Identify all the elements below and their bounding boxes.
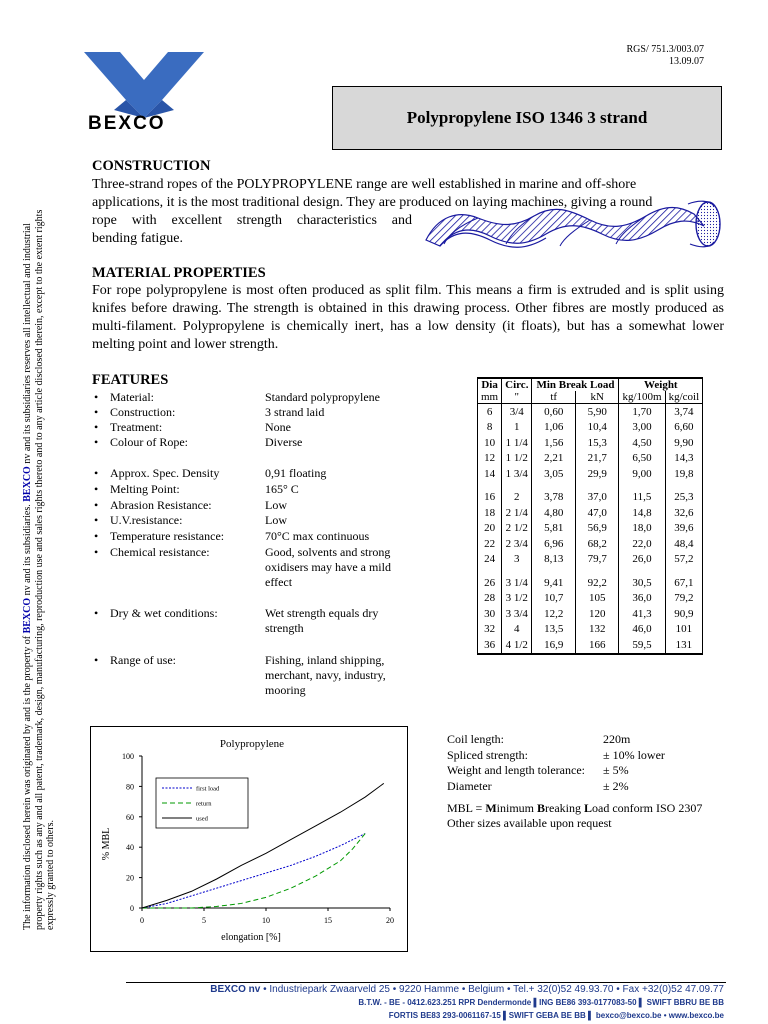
feature-label: Construction: [110, 405, 176, 419]
feature-label: Approx. Spec. Density [110, 466, 220, 480]
table-cell: 10 [478, 435, 502, 451]
table-cell: 6 [478, 404, 502, 420]
table-cell: 2,21 [532, 451, 576, 467]
footer-address-line [210, 983, 724, 996]
feature-label: Material: [110, 390, 154, 404]
table-cell: 3,00 [619, 420, 665, 436]
table-row [478, 606, 703, 622]
side-legal-note [22, 200, 70, 930]
y-tick-label: 100 [122, 752, 134, 761]
table-cell: 18 [478, 505, 502, 521]
table-cell: 10,7 [532, 591, 576, 607]
table-cell: 6,50 [619, 451, 665, 467]
table-cell: 30 [478, 606, 502, 622]
y-tick-label: 40 [126, 843, 134, 853]
table-cell: 57,2 [665, 552, 703, 568]
table-cell: 13,5 [532, 622, 576, 638]
x-tick-label: 15 [324, 916, 332, 925]
footer [210, 983, 724, 1022]
mbl-inimum: inimum [496, 801, 537, 815]
side-note-part1: The information disclosed herein was originated by and is the property of [22, 633, 33, 930]
x-tick-label: 0 [140, 916, 144, 925]
table-cell: 3 [502, 552, 532, 568]
table-cell: 32 [478, 622, 502, 638]
table-row [478, 591, 703, 607]
bullet: • [94, 498, 99, 512]
table-cell: 41,3 [619, 606, 665, 622]
legend-label: first load [196, 785, 220, 793]
table-cell: 5,81 [532, 521, 576, 537]
bullet: • [94, 513, 99, 527]
table-row [478, 420, 703, 436]
table-cell: 8 [478, 420, 502, 436]
header-weight: Weight [619, 378, 703, 391]
table-cell: 30,5 [619, 575, 665, 591]
bullet: • [94, 606, 99, 620]
logo-text: BEXCO [88, 113, 166, 134]
other-sizes-note: Other sizes available upon request [447, 816, 612, 830]
unit-kg-coil: kg/coil [665, 391, 703, 404]
y-tick-label: 80 [126, 782, 134, 792]
table-cell: 1,70 [619, 404, 665, 420]
table-cell: 3 3/4 [502, 606, 532, 622]
load-elongation-chart [90, 726, 408, 952]
table-spacer [478, 567, 703, 575]
feature-label: Treatment: [110, 420, 163, 434]
info-key: Weight and length tolerance: [447, 763, 585, 777]
table-cell: 4 [502, 622, 532, 638]
table-cell: 18,0 [619, 521, 665, 537]
table-row [478, 552, 703, 568]
table-cell: 4,50 [619, 435, 665, 451]
table-cell: 120 [575, 606, 619, 622]
info-value: ± 10% lower [603, 747, 665, 762]
x-tick-label: 5 [202, 916, 206, 925]
feature-value: None [265, 420, 291, 434]
table-cell: 36 [478, 637, 502, 654]
table-cell: 16,9 [532, 637, 576, 654]
info-value: ± 2% [603, 778, 629, 793]
table-cell: 67,1 [665, 575, 703, 591]
table-cell: 1 3/4 [502, 466, 532, 482]
table-cell: 25,3 [665, 490, 703, 506]
unit-mm: mm [478, 391, 502, 404]
x-tick-label: 20 [386, 916, 394, 925]
material-properties-text: For rope polypropylene is most often produced as split film. This means a firm is extruded and is split using knifes before drawing. The strength is obtained in this drawing process. Other fibres are mostly produced as multi-filament. Polypropylene is chemically inert, has a low density (it floats), but has a somewhat lower melting point and lower strength. [92, 283, 724, 352]
y-tick-label: 60 [126, 812, 134, 822]
feature-value: 3 strand laid [265, 405, 325, 419]
mbl-rest: oad conform ISO 2307 [592, 801, 703, 815]
info-key: Diameter [447, 778, 492, 793]
table-cell: 26,0 [619, 552, 665, 568]
table-cell: 5,90 [575, 404, 619, 420]
x-tick-label: 10 [262, 916, 270, 925]
bullet: • [94, 420, 99, 434]
construction-line-4: bending fatigue. [92, 231, 183, 246]
mbl-b: B [537, 801, 546, 815]
table-cell: 68,2 [575, 536, 619, 552]
feature-value: Diverse [265, 435, 303, 449]
table-cell: 22 [478, 536, 502, 552]
bullet: • [94, 390, 99, 404]
unit-kg-100m: kg/100m [619, 391, 665, 404]
feature-value: 0,91 floating [265, 466, 327, 480]
table-cell: 105 [575, 591, 619, 607]
table-cell: 92,2 [575, 575, 619, 591]
feature-value: Wet strength equals dry strength [265, 606, 379, 635]
feature-value: 165° C [265, 482, 299, 496]
construction-line-3: rope with excellent strength characteristics and [92, 213, 412, 228]
table-cell: 79,7 [575, 552, 619, 568]
table-cell: 37,0 [575, 490, 619, 506]
construction-heading: CONSTRUCTION [92, 158, 211, 174]
three-strand-rope-illustration [418, 196, 724, 256]
table-cell: 14,3 [665, 451, 703, 467]
bullet: • [94, 435, 99, 449]
table-cell: 14,8 [619, 505, 665, 521]
table-cell: 15,3 [575, 435, 619, 451]
table-cell: 46,0 [619, 622, 665, 638]
table-row [478, 622, 703, 638]
table-cell: 9,90 [665, 435, 703, 451]
table-cell: 9,41 [532, 575, 576, 591]
feature-label: Abrasion Resistance: [110, 498, 212, 512]
footer-address: • Industriepark Zwaarveld 25 • 9220 Hamme • Belgium • Tel.+ 32(0)52 49.93.70 • Fax +32(0)52 47.09.77 [260, 984, 724, 995]
table-cell: 39,6 [665, 521, 703, 537]
side-note-part2: nv and its subsidiaries. [22, 501, 33, 598]
mbl-reaking: reaking [545, 801, 584, 815]
feature-label: Temperature resistance: [110, 529, 225, 543]
info-row [447, 732, 630, 747]
table-spacer [478, 482, 703, 490]
bullet: • [94, 653, 99, 667]
footer-company: BEXCO nv [210, 984, 261, 995]
footer-bank-line: B.T.W. - BE - 0412.623.251 RPR Dendermonde ▌ING BE86 393-0177083-50 ▌ SWIFT BBRU BE BB [358, 998, 724, 1007]
feature-label: U.V.resistance: [110, 513, 183, 527]
table-row [478, 490, 703, 506]
chart-y-label: % MBL [101, 827, 112, 861]
page-title: Polypropylene ISO 1346 3 strand [332, 86, 722, 150]
table-row [478, 575, 703, 591]
side-note-part3: nv and its subsidiaries reserves all intellectual and industrial property rights such as any and all patent, trademark, design, manufacturing, reproduction use and sales rights thereto and to any article disclosed therein, except to the extent rights expressly granted to others. [22, 209, 56, 930]
material-properties-heading: MATERIAL PROPERTIES [92, 265, 266, 281]
table-cell: 21,7 [575, 451, 619, 467]
table-cell: 79,2 [665, 591, 703, 607]
table-cell: 32,6 [665, 505, 703, 521]
table-cell: 2 3/4 [502, 536, 532, 552]
table-cell: 16 [478, 490, 502, 506]
feature-value: Low [265, 498, 287, 512]
table-cell: 22,0 [619, 536, 665, 552]
bullet: • [94, 529, 99, 543]
table-row [478, 451, 703, 467]
y-tick-label: 0 [130, 904, 134, 913]
reference-number: RGS/ 751.3/003.07 [626, 44, 704, 55]
feature-value: Good, solvents and strong oxidisers may have a mild effect [265, 545, 391, 589]
mbl-m: M [485, 801, 497, 815]
table-cell: 4 1/2 [502, 637, 532, 654]
info-value: 220m [603, 732, 631, 746]
table-cell: 1,56 [532, 435, 576, 451]
table-cell: 131 [665, 637, 703, 654]
info-row [447, 763, 629, 778]
construction-line-1: Three-strand ropes of the POLYPROPYLENE range are well established in marine and off-shore [92, 177, 637, 192]
feature-value: 70°C max continuous [265, 529, 370, 543]
table-cell: 0,60 [532, 404, 576, 420]
bullet: • [94, 405, 99, 419]
table-row [478, 521, 703, 537]
side-note-brand2: BEXCO [22, 466, 33, 502]
table-cell: 9,00 [619, 466, 665, 482]
table-row [478, 435, 703, 451]
table-cell: 1 1/2 [502, 451, 532, 467]
table-cell: 6,60 [665, 420, 703, 436]
table-cell: 3 1/2 [502, 591, 532, 607]
table-cell: 12,2 [532, 606, 576, 622]
reference-date: 13.09.07 [669, 56, 704, 67]
table-cell: 20 [478, 521, 502, 537]
info-row [447, 779, 629, 794]
mbl-eq: MBL = [447, 801, 486, 815]
feature-value: Low [265, 513, 287, 527]
feature-label: Dry & wet conditions: [110, 606, 218, 620]
header-circ: Circ. [502, 378, 532, 391]
mbl-l: L [584, 801, 593, 815]
specification-table [477, 377, 703, 655]
header-dia: Dia [478, 378, 502, 391]
table-cell: 90,9 [665, 606, 703, 622]
table-cell: 6,96 [532, 536, 576, 552]
table-cell: 1 [502, 420, 532, 436]
table-cell: 14 [478, 466, 502, 482]
unit-inch: " [502, 391, 532, 404]
chart-x-label: elongation [%] [221, 932, 281, 943]
table-cell: 3,74 [665, 404, 703, 420]
table-cell: 36,0 [619, 591, 665, 607]
unit-kn: kN [575, 391, 619, 404]
bullet: • [94, 466, 99, 480]
info-value: ± 5% [603, 763, 629, 777]
mbl-definition [447, 801, 702, 816]
y-tick-label: 20 [126, 873, 134, 883]
table-cell: 24 [478, 552, 502, 568]
feature-label: Chemical resistance: [110, 545, 210, 559]
table-cell: 2 1/2 [502, 521, 532, 537]
specification-table-body [478, 404, 703, 654]
table-row [478, 637, 703, 654]
table-cell: 29,9 [575, 466, 619, 482]
feature-value: Fishing, inland shipping, merchant, navy, industry, mooring [265, 653, 386, 697]
table-cell: 12 [478, 451, 502, 467]
construction-line-2: applications, it is the most traditional design. They are produced on laying machines, giving a round [92, 195, 653, 210]
table-cell: 11,5 [619, 490, 665, 506]
document-reference [626, 44, 704, 68]
footer-contact-line: FORTIS BE83 293-0061167-15 ▌SWIFT GEBA BE BB ▌ bexco@bexco.be • www.bexco.be [388, 1011, 724, 1020]
table-row [478, 466, 703, 482]
table-cell: 1,06 [532, 420, 576, 436]
table-cell: 2 [502, 490, 532, 506]
table-row [478, 536, 703, 552]
table-row [478, 404, 703, 420]
table-cell: 47,0 [575, 505, 619, 521]
table-cell: 2 1/4 [502, 505, 532, 521]
table-cell: 56,9 [575, 521, 619, 537]
table-cell: 132 [575, 622, 619, 638]
side-note-brand1: BEXCO [22, 597, 33, 634]
table-cell: 48,4 [665, 536, 703, 552]
legend-label: return [196, 800, 212, 808]
feature-label: Colour of Rope: [110, 435, 188, 449]
header-min-break-load: Min Break Load [532, 378, 619, 391]
table-cell: 10,4 [575, 420, 619, 436]
table-row [478, 505, 703, 521]
chart-frame [91, 727, 408, 952]
table-cell: 59,5 [619, 637, 665, 654]
table-cell: 4,80 [532, 505, 576, 521]
features-heading: FEATURES [92, 372, 169, 388]
table-cell: 3,78 [532, 490, 576, 506]
feature-label: Range of use: [110, 653, 176, 667]
info-row [447, 748, 665, 763]
info-key: Spliced strength: [447, 747, 528, 762]
table-cell: 3,05 [532, 466, 576, 482]
table-cell: 3 1/4 [502, 575, 532, 591]
bullet: • [94, 482, 99, 496]
feature-label: Melting Point: [110, 482, 180, 496]
table-cell: 101 [665, 622, 703, 638]
table-cell: 3/4 [502, 404, 532, 420]
table-cell: 8,13 [532, 552, 576, 568]
feature-value: Standard polypropylene [265, 390, 380, 404]
unit-tf: tf [532, 391, 576, 404]
table-cell: 166 [575, 637, 619, 654]
table-cell: 26 [478, 575, 502, 591]
table-cell: 28 [478, 591, 502, 607]
table-cell: 19,8 [665, 466, 703, 482]
legend-label: used [196, 815, 208, 823]
info-key: Coil length: [447, 732, 504, 746]
chart-title: Polypropylene [219, 738, 285, 750]
bullet: • [94, 545, 99, 559]
table-cell: 1 1/4 [502, 435, 532, 451]
